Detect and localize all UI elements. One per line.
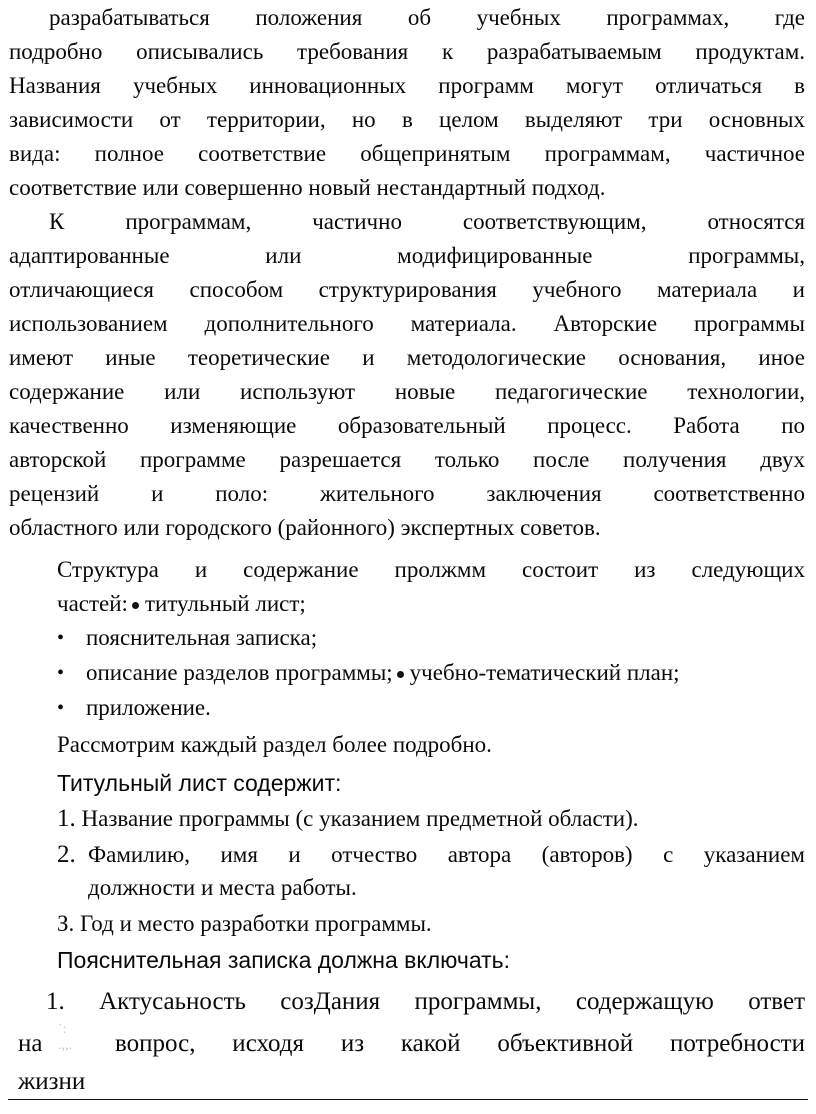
p2-line-5: имеют иные теоретические и методологические основания, иное <box>9 345 805 370</box>
title-page-item-2-text-cont: должности и места работы. <box>88 875 357 900</box>
page-bottom-divider <box>8 1099 808 1100</box>
p2-line-4: использованием дополнительного материала. Авторские программы <box>9 311 805 336</box>
p1-line-2: подробно описывались требования к разрабатываемым продуктам. <box>9 39 805 64</box>
scan-noise: ˙: .,,. <box>58 1022 72 1053</box>
p2-line-2: адаптированные или модифицированные программы, <box>9 243 805 268</box>
p2-line-7: качественно изменяющие образовательный процесс. Работа по <box>9 413 805 438</box>
explanatory-item-1-line-2-rest: вопрос, исходя из какой объективной потребности <box>115 1030 805 1057</box>
structure-bullet-3: приложение. <box>86 695 211 720</box>
title-page-item-2-text: Фамилию, имя и отчество автора (авторов) с указанием <box>88 842 805 867</box>
title-page-item-3 <box>57 908 432 940</box>
explanatory-item-1-line-2-start: на <box>18 1030 43 1057</box>
p2-line-9: рецензий и поло: жительного заключения соответственно <box>9 481 805 506</box>
p2-line-10: областного или городского (районного) экспертных советов. <box>9 515 601 540</box>
list-item-text: Название программы (с указанием предметной области). <box>81 806 639 831</box>
explanatory-item-1-line-3: жизни <box>18 1068 86 1095</box>
structure-line-2 <box>57 588 306 620</box>
bullet-icon: • <box>57 627 65 649</box>
structure-item-title-page: титульный лист; <box>144 591 306 616</box>
p1-line-6: соответствие или совершенно новый нестандартный подход. <box>9 175 606 200</box>
structure-item-sections: описание разделов программы; <box>86 660 393 685</box>
bullet-icon: • <box>57 662 65 684</box>
list-item-text: Год и место разработки программы. <box>80 911 432 936</box>
p2-line-8: авторской программе разрешается только после получения двух <box>9 447 805 472</box>
list-number: 2. <box>57 841 76 868</box>
structure-line-1: Структура и содержание пролжмм состоит из следующих <box>57 557 805 582</box>
p2-line-1: К программам, частично соответствующим, относятся <box>49 209 805 234</box>
bullet-icon <box>397 671 404 678</box>
p1-line-4: зависимости от территории, но в целом выделяют три основных <box>9 107 805 132</box>
structure-bullet-2 <box>86 657 680 689</box>
bullet-icon <box>132 602 139 609</box>
list-number: 1. <box>57 805 76 832</box>
p2-line-3: отличающиеся способом структурирования учебного материала и <box>9 277 805 302</box>
bullet-icon: • <box>57 697 65 719</box>
structure-bullet-1: пояснительная записка; <box>86 625 318 650</box>
structure-closing: Рассмотрим каждый раздел более подробно. <box>57 732 492 757</box>
structure-item-plan: учебно-тематический план; <box>409 660 680 685</box>
list-number: З. <box>57 911 75 936</box>
explanatory-heading: Пояснительная записка должна включать: <box>57 947 511 973</box>
p1-line-1: разрабатываться положения об учебных программах, где <box>49 5 805 30</box>
title-page-item-1 <box>57 803 638 835</box>
title-page-heading: Титульный лист содержит: <box>57 770 342 796</box>
p1-line-5: вида: полное соответствие общепринятым программам, частичное <box>9 141 805 166</box>
p1-line-3: Названия учебных инновационных программ могут отличаться в <box>9 73 805 98</box>
explanatory-item-1-line-1: 1. Актусаьность созДания программы, содержащую ответ <box>46 988 805 1015</box>
p2-line-6: содержание или используют новые педагогические технологии, <box>9 379 805 404</box>
structure-parts-label: частей: <box>57 591 128 616</box>
